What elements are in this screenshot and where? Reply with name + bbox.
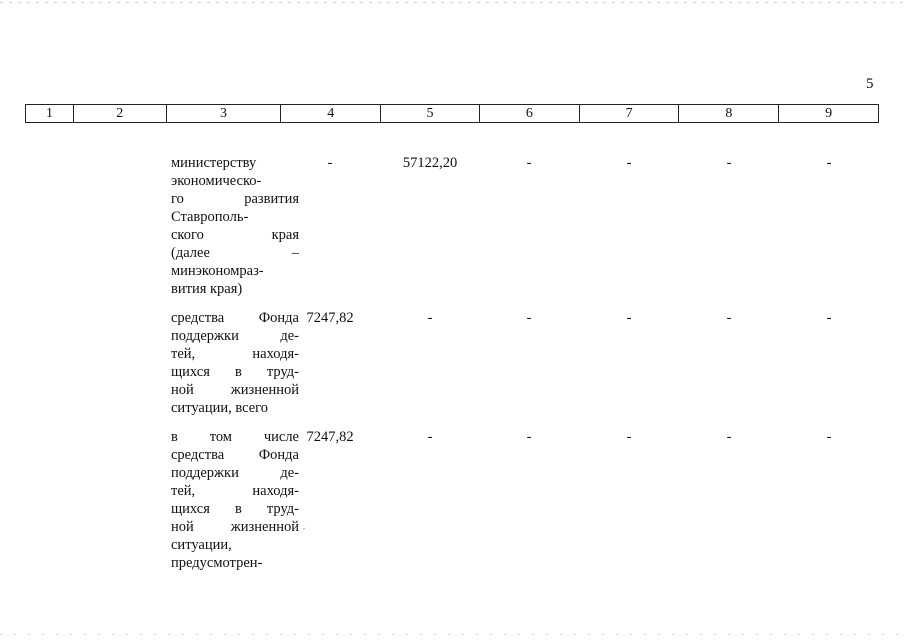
cell-col-8: - xyxy=(726,429,732,445)
desc-line: экономическо- xyxy=(171,173,262,189)
desc-line: тей, находя- xyxy=(171,346,299,362)
cell-col-7: - xyxy=(626,310,632,326)
cell-col-6: - xyxy=(526,429,532,445)
cell-col-8: - xyxy=(726,310,732,326)
desc-line: ского края xyxy=(171,227,299,243)
cell-col-8: - xyxy=(726,155,732,171)
scan-speck xyxy=(303,528,305,530)
row-description xyxy=(171,154,299,298)
cell-col-5: 57122,20 xyxy=(402,155,458,171)
cell-col-5: - xyxy=(427,429,433,445)
desc-line: в том числе xyxy=(171,429,299,445)
cell-col-4: 7247,82 xyxy=(306,429,354,445)
desc-line: ситуации, xyxy=(171,537,232,553)
cell-col-9: - xyxy=(826,429,832,445)
desc-line: минэкономраз- xyxy=(171,263,264,279)
scan-edge-bottom xyxy=(0,634,905,635)
row-description xyxy=(171,428,299,572)
desc-line: щихся в труд- xyxy=(171,501,299,517)
desc-line: (далее – xyxy=(171,245,299,261)
desc-line: щихся в труд- xyxy=(171,364,299,380)
cell-col-5: - xyxy=(427,310,433,326)
cell-col-9: - xyxy=(826,310,832,326)
cell-col-6: - xyxy=(526,155,532,171)
desc-line: го развития xyxy=(171,191,299,207)
cell-col-6: - xyxy=(526,310,532,326)
desc-line: ситуации, всего xyxy=(171,400,269,416)
desc-line: поддержки де- xyxy=(171,328,299,344)
header-col-4: 4 xyxy=(280,105,380,122)
desc-line: вития края) xyxy=(171,281,243,297)
header-col-7: 7 xyxy=(579,105,679,122)
cell-col-7: - xyxy=(626,155,632,171)
cell-col-4: 7247,82 xyxy=(306,310,354,326)
desc-line: поддержки де- xyxy=(171,465,299,481)
desc-line: министерству xyxy=(171,155,257,171)
desc-line: тей, находя- xyxy=(171,483,299,499)
header-col-5: 5 xyxy=(380,105,479,122)
desc-line: средства Фонда xyxy=(171,310,299,326)
cell-col-9: - xyxy=(826,155,832,171)
header-col-9: 9 xyxy=(778,105,878,122)
cell-col-4: - xyxy=(327,155,333,171)
header-col-1: 1 xyxy=(45,106,53,121)
page-number: 5 xyxy=(866,76,874,92)
desc-line: средства Фонда xyxy=(171,447,299,463)
header-col-3: 3 xyxy=(166,105,281,122)
desc-line: ной жизненной xyxy=(171,382,299,398)
scan-edge-top xyxy=(0,2,905,3)
header-col-8: 8 xyxy=(678,105,778,122)
cell-col-7: - xyxy=(626,429,632,445)
desc-line: Ставрополь- xyxy=(171,209,249,225)
desc-line: ной жизненной xyxy=(171,519,299,535)
header-col-2: 2 xyxy=(73,105,166,122)
header-col-6: 6 xyxy=(479,105,579,122)
desc-line: предусмотрен- xyxy=(171,555,263,571)
table-header-row xyxy=(25,104,879,123)
